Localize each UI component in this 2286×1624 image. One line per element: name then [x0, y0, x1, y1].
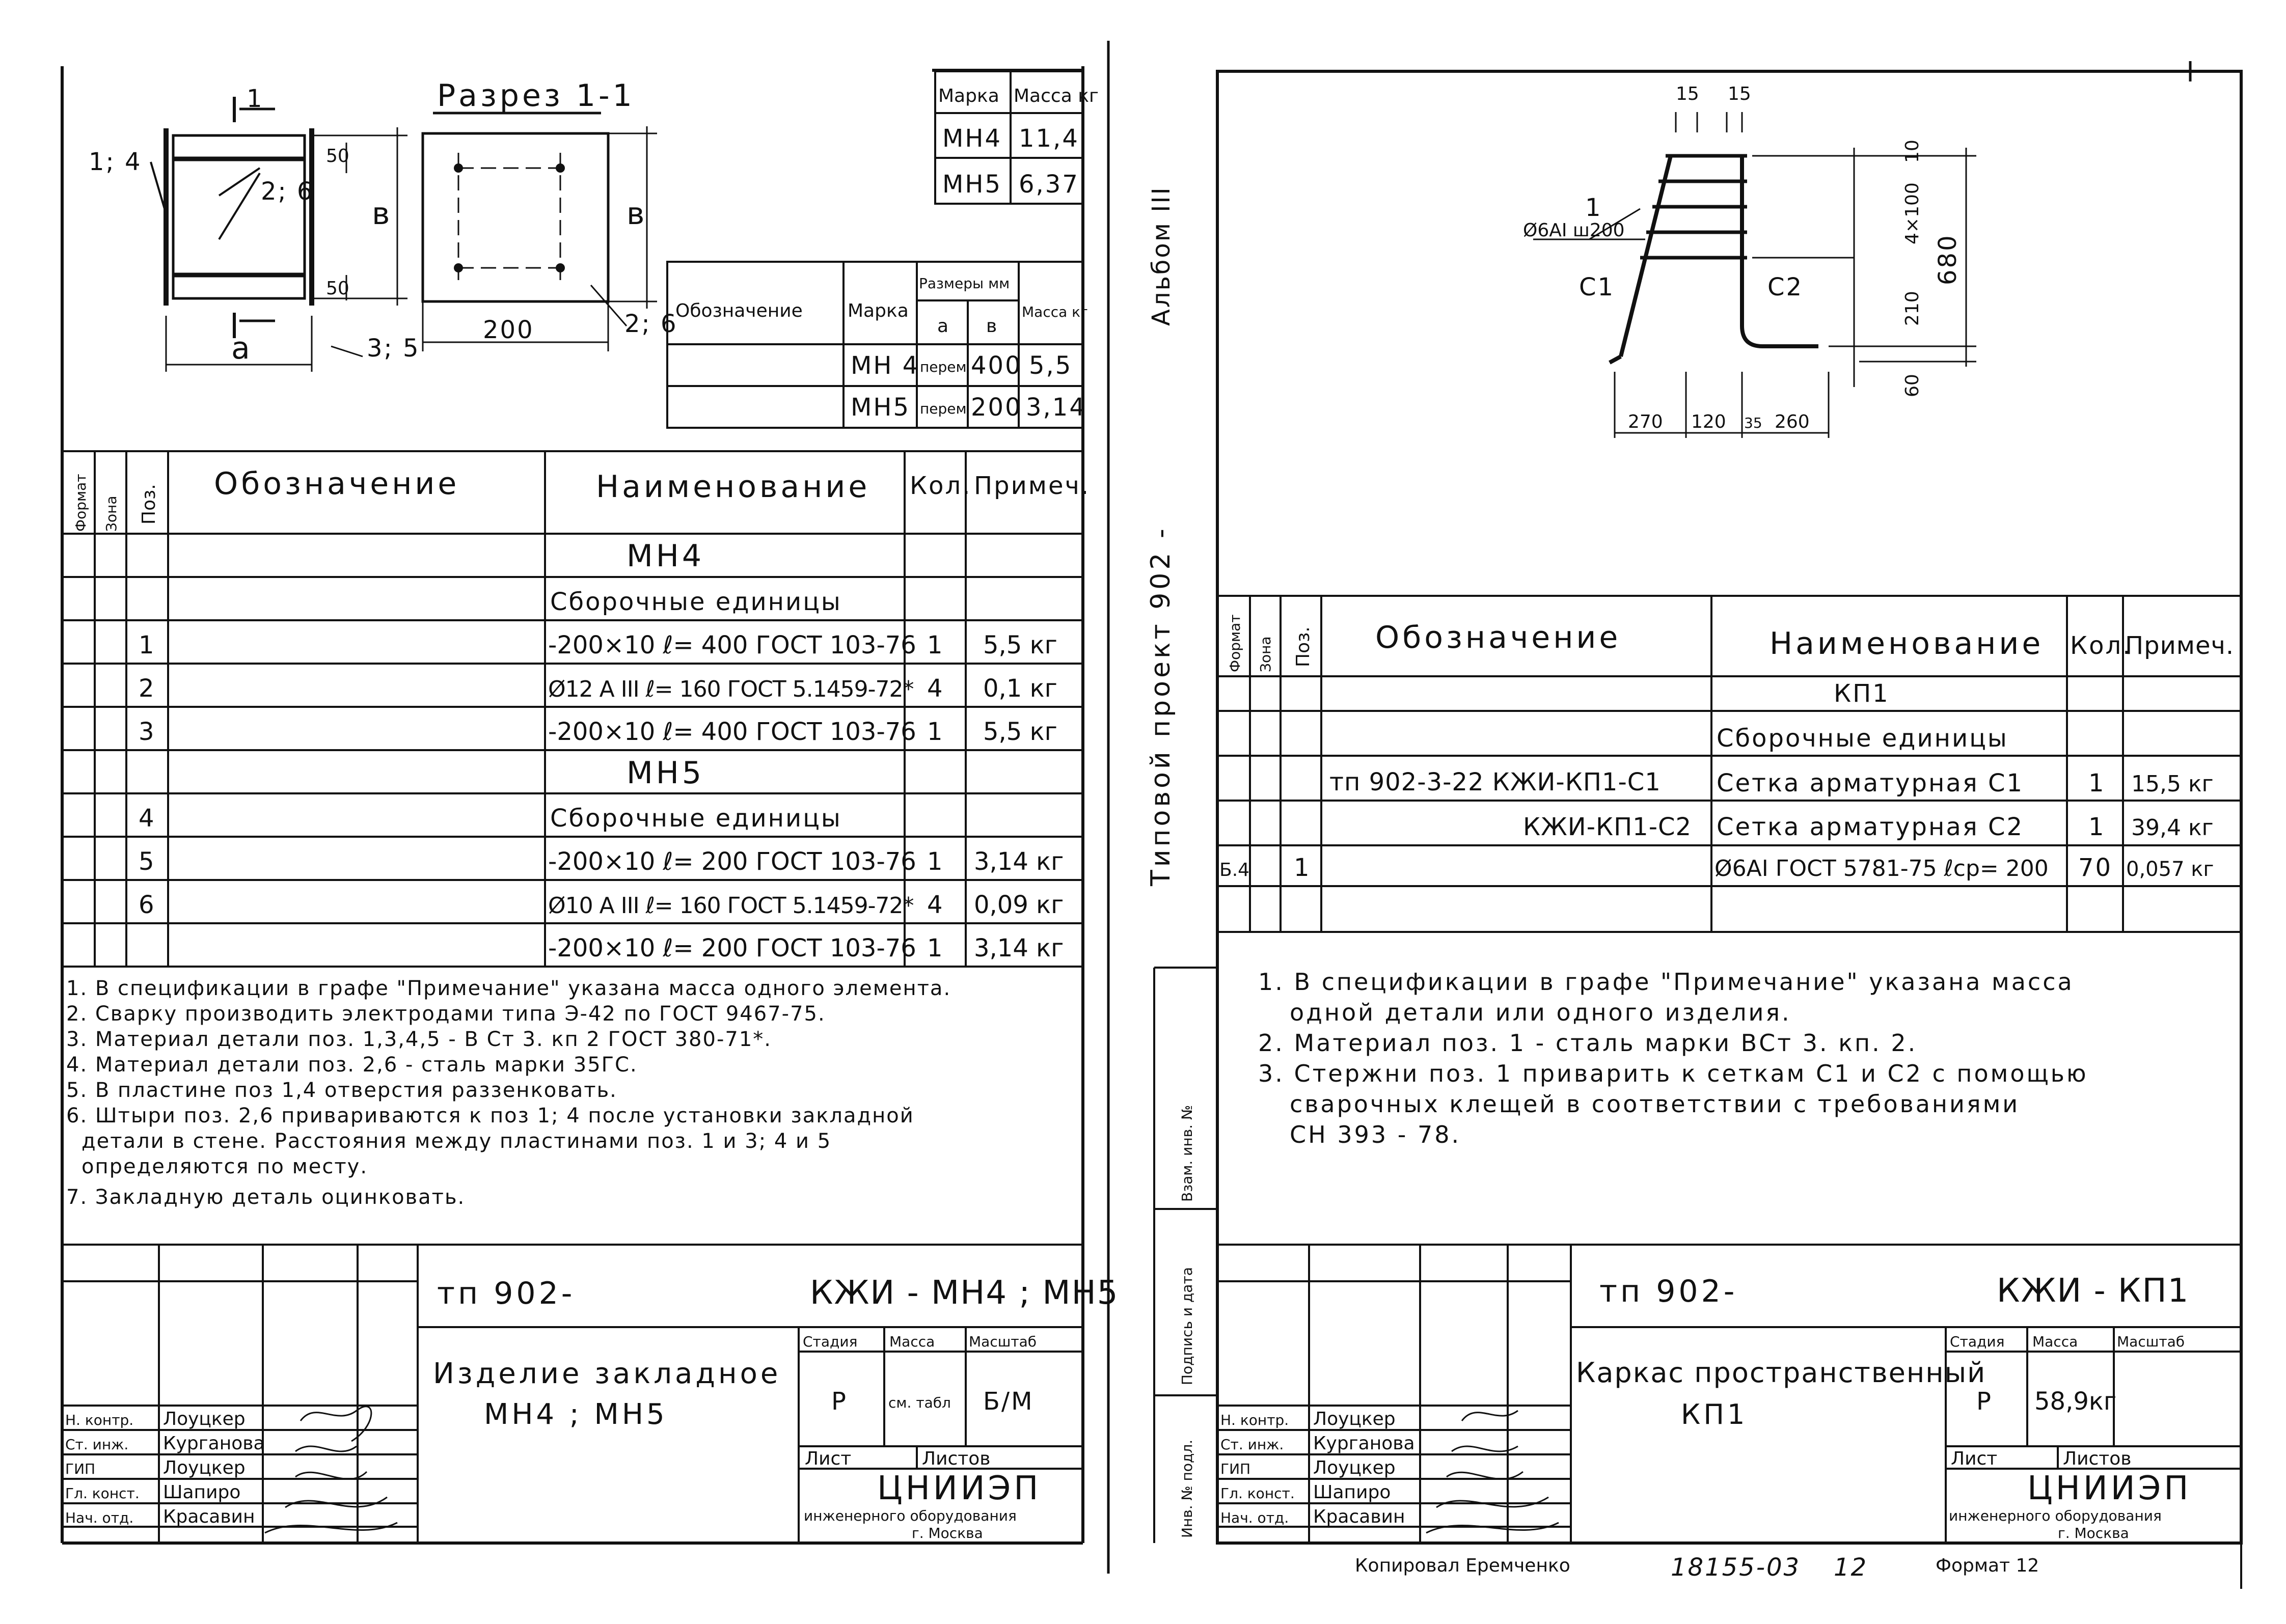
spec-row-pos: 1 [1294, 854, 1311, 882]
spec-header-note: Примеч. [2125, 631, 2235, 660]
note-line: 7. Закладную деталь оцинковать. [66, 1186, 466, 1209]
spec-row-pos: 4 [139, 804, 156, 833]
mass-table-cell: 6,37 [1019, 170, 1079, 199]
spec-header-name: Наименование [596, 469, 870, 505]
spec-row-qty: 1 [927, 631, 944, 659]
drawing-label: 120 [1691, 411, 1726, 432]
mass-table-header-mass: Масса кг [1014, 86, 1099, 106]
section-mark: 1 [247, 85, 264, 113]
title-org: ЦНИИЭП [877, 1470, 1042, 1507]
role-label: Ст. инж. [1220, 1436, 1284, 1453]
drawing-label: 3; 5 [367, 334, 420, 363]
dims-table-cell: 5,5 [1029, 351, 1073, 380]
drawing-label: 270 [1628, 411, 1663, 432]
drawing-label: в [627, 196, 648, 232]
dims-table-header: Размеры мм [919, 275, 1010, 292]
drawing-label: 1; 4 [89, 148, 142, 176]
dims-table-cell: 200 [971, 393, 1022, 422]
spec-row-name: Сетка арматурная С2 [1717, 813, 2024, 841]
role-name: Лоуцкер [163, 1409, 246, 1429]
footer-copied: Копировал Еремченко [1355, 1555, 1570, 1576]
spec-row-name: КП1 [1834, 679, 1890, 708]
title-stage: Р [1976, 1387, 1993, 1416]
drawing-label: 2; 6 [261, 177, 314, 206]
role-name: Красавин [1313, 1506, 1405, 1527]
role-name: Красавин [163, 1506, 255, 1527]
spec-row-note: 0,09 кг [974, 891, 1064, 919]
spec-row-name: Ø12 А III ℓ= 160 ГОСТ 5.1459-72* [548, 676, 914, 702]
spec-row-qty: 1 [927, 718, 944, 746]
role-name: Лоуцкер [163, 1457, 246, 1478]
left-spec-grid [62, 451, 1083, 967]
spec-row-name: -200×10 ℓ= 200 ГОСТ 103-76 [548, 847, 916, 876]
spec-header-zone: Зона [1257, 636, 1274, 672]
drawing-label: 4×100 [1902, 182, 1923, 244]
spec-header-note: Примеч. [974, 472, 1091, 500]
note-line: 6. Штыри поз. 2,6 привариваются к поз 1; 4 после установки закладной [66, 1104, 914, 1127]
drawing-label: 35 [1744, 415, 1762, 431]
note-line: сварочных клещей в соответствии с требованиями [1290, 1090, 2020, 1118]
role-label: Нач. отд. [65, 1509, 134, 1526]
spec-header-pos: Поз. [139, 484, 159, 525]
spec-header-pos: Поз. [1293, 626, 1314, 667]
title-name: Изделие закладное [433, 1357, 781, 1390]
spec-row-name: Сетка арматурная С1 [1717, 769, 2024, 797]
drawing-label: 10 [1902, 140, 1923, 163]
note-line: 2. Материал поз. 1 - сталь марки ВСт 3. кп. 2. [1258, 1029, 1918, 1057]
title-sheet-label: Лист [1951, 1448, 1998, 1469]
title-code: КЖИ - КП1 [1997, 1272, 2190, 1310]
spec-row-note: 3,14 кг [974, 847, 1064, 876]
drawing-label: 60 [1902, 374, 1923, 397]
title-name-2: КП1 [1681, 1398, 1748, 1430]
spec-header-format: Формат [1227, 614, 1243, 672]
right-notes [1258, 968, 2088, 1148]
drawing-label: С1 [1579, 273, 1615, 301]
spec-row-pos: 1 [139, 631, 156, 659]
dims-table-header: Масса кг [1022, 304, 1088, 320]
spec-row-pos: 3 [139, 718, 156, 746]
footer-page: 12 [1834, 1553, 1868, 1582]
spec-row-pos: 5 [139, 847, 156, 876]
spec-header-qty: Кол. [2070, 631, 2132, 660]
role-name: Лоуцкер [1313, 1409, 1396, 1429]
spec-row-name: -200×10 ℓ= 200 ГОСТ 103-76 [548, 934, 916, 962]
title-sheet-label: Лист [805, 1448, 852, 1469]
spec-row-name: Ø10 А III ℓ= 160 ГОСТ 5.1459-72* [548, 893, 914, 919]
title-scale: Б/М [983, 1387, 1034, 1416]
spec-row-qty: 1 [2088, 813, 2106, 841]
dims-table-cell: МН 4 [851, 351, 920, 380]
album-label: Альбом III [1147, 186, 1176, 326]
role-name: Курганова [1313, 1433, 1415, 1454]
dims-table-cell: перем [920, 400, 967, 417]
dims-table-cell: 400 [971, 351, 1022, 380]
title-name-2: МН4 ; МН5 [484, 1398, 668, 1431]
title-org-sub: инженерного оборудования [804, 1507, 1017, 1524]
spec-row-qty: 1 [927, 934, 944, 962]
project-label: Типовой проект 902 - [1146, 526, 1176, 886]
left-drawing-section [423, 113, 657, 351]
role-label: Н. контр. [1220, 1412, 1289, 1428]
title-stage: Р [831, 1387, 848, 1416]
mass-table-cell: МН5 [942, 170, 1002, 199]
role-label: ГИП [65, 1461, 96, 1477]
spec-header-zone: Зона [103, 496, 120, 532]
title-mass: 58,9кг [2034, 1387, 2117, 1416]
stamp-label: Взам. инв. № [1179, 1105, 1195, 1202]
section-holes [454, 163, 565, 272]
drawing-label: 2; 6 [624, 310, 678, 338]
spec-header-name: Наименование [1770, 626, 2044, 662]
spec-row-name: -200×10 ℓ= 400 ГОСТ 103-76 [548, 718, 916, 746]
role-name: Лоуцкер [1313, 1457, 1396, 1478]
note-line: одной детали или одного изделия. [1290, 999, 1791, 1026]
note-line: определяются по месту. [81, 1155, 368, 1178]
title-mass: см. табл [888, 1394, 951, 1411]
title-scale-label: Масштаб [2117, 1333, 2185, 1350]
footer-format: Формат 12 [1936, 1555, 2039, 1576]
drawing-label: 210 [1902, 291, 1923, 326]
title-stage-label: Стадия [803, 1333, 858, 1350]
spec-row-code: КЖИ-КП1-С2 [1523, 813, 1692, 841]
spec-row-pos: 6 [139, 891, 156, 919]
note-line: 5. В пластине поз 1,4 отверстия раззенковать. [66, 1079, 617, 1102]
dims-table-header: в [986, 316, 997, 337]
note-line: детали в стене. Расстояния между пластинами поз. 1 и 3; 4 и 5 [81, 1130, 832, 1153]
spec-row-code: тп 902-3-22 КЖИ-КП1-С1 [1329, 768, 1661, 796]
drawing-label: 200 [483, 316, 534, 344]
spec-row-qty: 1 [927, 847, 944, 876]
drawing-label: 1 [1585, 194, 1602, 222]
drawing-label: Ø6АI ш200 [1523, 220, 1625, 241]
spec-row-name: -200×10 ℓ= 400 ГОСТ 103-76 [548, 631, 916, 659]
spec-row-name: МН5 [627, 755, 705, 791]
title-scale-label: Масштаб [969, 1333, 1037, 1350]
title-org-sub: инженерного оборудования [1949, 1507, 2162, 1524]
title-code: КЖИ - МН4 ; МН5 [810, 1274, 1119, 1312]
drawing-label: 50 [326, 146, 349, 167]
title-name: Каркас пространственный [1576, 1357, 1986, 1389]
spec-header-format: Формат [72, 474, 89, 532]
section-title: Разрез 1-1 [437, 78, 635, 114]
spec-row-name: МН4 [627, 538, 705, 574]
drawing-label: а [231, 331, 253, 366]
role-label: Нач. отд. [1220, 1509, 1289, 1526]
note-line: 1. В спецификации в графе "Примечание" указана масса [1258, 968, 2074, 996]
dims-table-cell: 3,14 [1026, 393, 1086, 422]
stamp-label: Инв. № подл. [1179, 1439, 1195, 1538]
role-name: Шапиро [163, 1482, 241, 1503]
drawing-label: С2 [1767, 273, 1804, 301]
dims-table-cell: перем [920, 359, 967, 375]
spec-header-code: Обозначение [1375, 620, 1621, 655]
dims-table-cell: МН5 [851, 393, 911, 422]
role-label: Гл. конст. [1220, 1485, 1295, 1502]
mass-table-cell: МН4 [942, 124, 1002, 153]
footer-number: 18155-03 [1671, 1553, 1801, 1582]
spec-row-note: 15,5 кг [2131, 771, 2214, 797]
title-city: г. Москва [912, 1525, 983, 1542]
title-code-prefix: тп 902- [437, 1276, 576, 1311]
role-label: ГИП [1220, 1461, 1251, 1477]
title-city: г. Москва [2058, 1525, 2129, 1542]
spec-row-note: 3,14 кг [974, 934, 1064, 962]
spec-row-qty: 70 [2078, 854, 2113, 882]
spec-row-qty: 1 [2088, 769, 2106, 797]
note-line: 3. Материал детали поз. 1,3,4,5 - В Ст 3. кп 2 ГОСТ 380-71*. [66, 1028, 772, 1051]
drawing-label: 15 [1676, 84, 1699, 104]
note-line: 1. В спецификации в графе "Примечание" указана масса одного элемента. [66, 977, 951, 1000]
dims-table-header: Марка [848, 300, 909, 321]
spec-row-qty: 4 [927, 891, 944, 919]
spec-row-name: Ø6АI ГОСТ 5781-75 ℓср= 200 [1715, 856, 2049, 882]
spec-header-code: Обозначение [214, 466, 460, 502]
note-line: 4. Материал детали поз. 2,6 - сталь марки 35ГС. [66, 1053, 638, 1077]
spec-row-name: Сборочные единицы [550, 804, 842, 833]
title-sheets-label: Листов [922, 1448, 991, 1469]
spec-row-name: Сборочные единицы [1717, 724, 2008, 753]
note-line: СН 393 - 78. [1290, 1121, 1461, 1148]
role-label: Ст. инж. [65, 1436, 129, 1453]
left-notes [66, 977, 951, 1209]
drawing-label: 680 [1934, 234, 1962, 285]
spec-row-note: 0,1 кг [983, 674, 1057, 703]
left-drawing-elevation [151, 97, 407, 372]
drawing-label: 15 [1728, 84, 1751, 104]
spec-row-qty: 4 [927, 674, 944, 703]
spec-row-note: 39,4 кг [2131, 815, 2214, 841]
spec-row-note: 0,057 кг [2126, 858, 2214, 881]
mass-table-cell: 11,4 [1019, 124, 1079, 153]
title-code-prefix: тп 902- [1599, 1274, 1738, 1309]
title-org: ЦНИИЭП [2027, 1470, 2192, 1507]
mass-table-header-mark: Марка [938, 86, 999, 106]
role-name: Шапиро [1313, 1482, 1391, 1503]
title-stage-label: Стадия [1950, 1333, 2005, 1350]
spec-row-pos: 2 [139, 674, 156, 703]
spec-header-qty: Кол. [910, 472, 972, 500]
drawing-label: 260 [1775, 411, 1810, 432]
spec-row-note: 5,5 кг [983, 718, 1057, 746]
title-mass-label: Масса [2032, 1333, 2078, 1350]
stamp-label: Подпись и дата [1179, 1267, 1195, 1385]
drawing-label: 50 [326, 278, 349, 299]
right-spec-headers [1227, 614, 2234, 672]
spec-row-note: 5,5 кг [983, 631, 1057, 659]
dims-table-header: Обозначение [675, 300, 803, 321]
note-line: 2. Сварку производить электродами типа Э-42 по ГОСТ 9467-75. [66, 1002, 826, 1026]
spec-row-format: Б.4 [1219, 860, 1250, 880]
role-name: Курганова [163, 1433, 265, 1454]
spec-row-name: Сборочные единицы [550, 588, 842, 616]
title-sheets-label: Листов [2063, 1448, 2132, 1469]
drawing-label: в [372, 196, 393, 232]
role-label: Гл. конст. [65, 1485, 140, 1502]
note-line: 3. Стержни поз. 1 приварить к сеткам С1 и С2 с помощью [1258, 1060, 2088, 1087]
dims-table-header: а [937, 316, 949, 337]
left-spec-headers [72, 466, 1090, 532]
role-label: Н. контр. [65, 1412, 134, 1428]
title-mass-label: Масса [889, 1333, 935, 1350]
